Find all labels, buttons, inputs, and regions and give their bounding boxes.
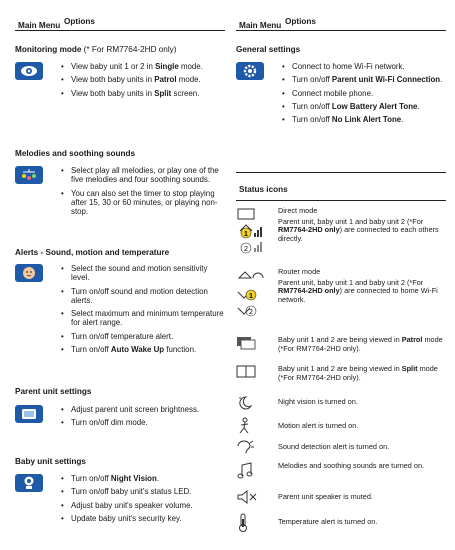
- section-title-baby: Baby unit settings: [15, 457, 86, 466]
- list-item: • Connect to home Wi-Fi network.: [292, 62, 452, 71]
- router-mode-icon: [236, 268, 278, 323]
- status-row-night: [236, 395, 448, 412]
- list-item: • Turn on/off Night Vision.: [71, 474, 226, 483]
- list-item: • View both baby units in Split screen.: [71, 89, 221, 98]
- status-row-patrol: [236, 336, 448, 353]
- list-item: • Connect mobile phone.: [292, 89, 452, 98]
- status-text: Direct mode Parent unit, baby unit 1 and baby unit 2 (*For RM7764-2HD only) are connected to each others directly.: [278, 206, 439, 243]
- parent-unit-icon: [15, 405, 43, 423]
- list-item: • Adjust parent unit screen brightness.: [71, 405, 226, 414]
- list-item: • Select maximum and minimum temperature for alert range.: [71, 309, 226, 328]
- list-item: • View both baby units in Patrol mode.: [71, 75, 221, 84]
- night-vision-icon: [236, 395, 278, 412]
- baby-face-icon: [15, 264, 43, 282]
- status-row-direct: [236, 207, 448, 260]
- list-item: • Turn on/off Auto Wake Up function.: [71, 345, 226, 354]
- status-text: Baby unit 1 and 2 are being viewed in Patrol mode (*For RM7764-2HD only).: [278, 335, 443, 353]
- status-row-temperature: [236, 513, 448, 534]
- parent-row: [15, 405, 226, 432]
- list-item: • Turn on/off temperature alert.: [71, 332, 226, 341]
- list-item: • Turn on/off Low Battery Alert Tone.: [292, 102, 452, 111]
- section-title-melodies: Melodies and soothing sounds: [15, 149, 136, 158]
- baby-list: [57, 474, 226, 527]
- status-row-split: [236, 365, 448, 382]
- section-title-monitoring: Monitoring mode (* For RM7764-2HD only): [15, 45, 177, 54]
- left-column: [15, 0, 225, 523]
- list-item: • Turn on/off dim mode.: [71, 418, 226, 427]
- status-text: Router mode Parent unit, baby unit 1 and baby unit 2 (*For RM7764-2HD only) are connected to home Wi-Fi network.: [278, 267, 438, 304]
- mobile-toy-icon: [15, 166, 43, 184]
- general-list: [278, 62, 452, 128]
- speaker-muted-icon: [236, 490, 278, 505]
- melodies-row: [15, 166, 226, 220]
- baby-unit-camera-icon: [15, 474, 43, 492]
- badge-2: 2: [244, 246, 248, 253]
- list-item: • Adjust baby unit's speaker volume.: [71, 501, 226, 510]
- list-item: • Select the sound and motion sensitivity level.: [71, 264, 226, 283]
- list-item: • Select play all melodies, or play one of the five melodies and four soothing sounds.: [71, 166, 226, 185]
- list-item: • View baby unit 1 or 2 in Single mode.: [71, 62, 221, 71]
- direct-mode-icon: [236, 207, 278, 260]
- status-row-muted: [236, 490, 448, 505]
- monitoring-row: [15, 62, 221, 102]
- general-row: [236, 62, 452, 128]
- status-row-motion: [236, 417, 448, 436]
- badge-1: 1: [249, 293, 253, 300]
- list-item: • You can also set the timer to stop playing after 15, 30 or 60 minutes, or playing non-stop.: [71, 189, 226, 217]
- monitoring-list: [57, 62, 221, 102]
- list-item: • Update baby unit's security key.: [71, 514, 226, 523]
- parent-list: [57, 405, 226, 432]
- temperature-icon: [236, 513, 278, 534]
- header-main-menu: Main Menu: [18, 20, 61, 30]
- header-options: Options: [64, 16, 95, 26]
- list-item: • Turn on/off No Link Alert Tone.: [292, 115, 452, 124]
- alerts-list: [57, 264, 226, 358]
- right-column: [236, 0, 446, 526]
- melodies-list: [57, 166, 226, 220]
- list-item: • Turn on/off Parent unit Wi-Fi Connection.: [292, 75, 452, 84]
- list-item: • Turn on/off sound and motion detection alerts.: [71, 287, 226, 306]
- table-header: [236, 0, 446, 31]
- split-icon: [236, 365, 278, 382]
- settings-gear-icon: [236, 62, 264, 80]
- header-options: Options: [285, 16, 316, 26]
- status-row-sound: [236, 440, 448, 457]
- status-row-router: [236, 268, 448, 323]
- eye-icon: [15, 62, 43, 80]
- section-title-status-icons: Status icons: [239, 185, 288, 194]
- baby-row: [15, 474, 226, 527]
- patrol-icon: [236, 336, 278, 353]
- divider: [236, 172, 446, 173]
- motion-alert-icon: [236, 417, 278, 436]
- status-text: Night vision is turned on.: [278, 397, 358, 406]
- alerts-row: [15, 264, 226, 358]
- section-title-general: General settings: [236, 45, 301, 54]
- header-main-menu: Main Menu: [239, 20, 282, 30]
- badge-2: 2: [249, 309, 253, 316]
- status-text: Sound detection alert is turned on.: [278, 442, 390, 451]
- divider: [236, 200, 446, 201]
- status-text: Motion alert is turned on.: [278, 421, 359, 430]
- svg-text:*: *: [239, 397, 241, 403]
- section-title-alerts: Alerts - Sound, motion and temperature: [15, 248, 170, 257]
- sound-alert-icon: [236, 440, 278, 457]
- status-text: Parent unit speaker is muted.: [278, 492, 373, 501]
- section-title-parent: Parent unit settings: [15, 387, 92, 396]
- melody-icon: [236, 462, 278, 481]
- status-text: Melodies and soothing sounds are turned on.: [278, 461, 425, 470]
- status-text: Temperature alert is turned on.: [278, 517, 378, 526]
- badge-1: 1: [244, 231, 248, 238]
- status-row-melody: [236, 462, 448, 481]
- list-item: • Turn on/off baby unit's status LED.: [71, 487, 226, 496]
- status-text: Baby unit 1 and 2 are being viewed in Split mode (*For RM7764-2HD only).: [278, 364, 438, 382]
- table-header: [15, 0, 225, 31]
